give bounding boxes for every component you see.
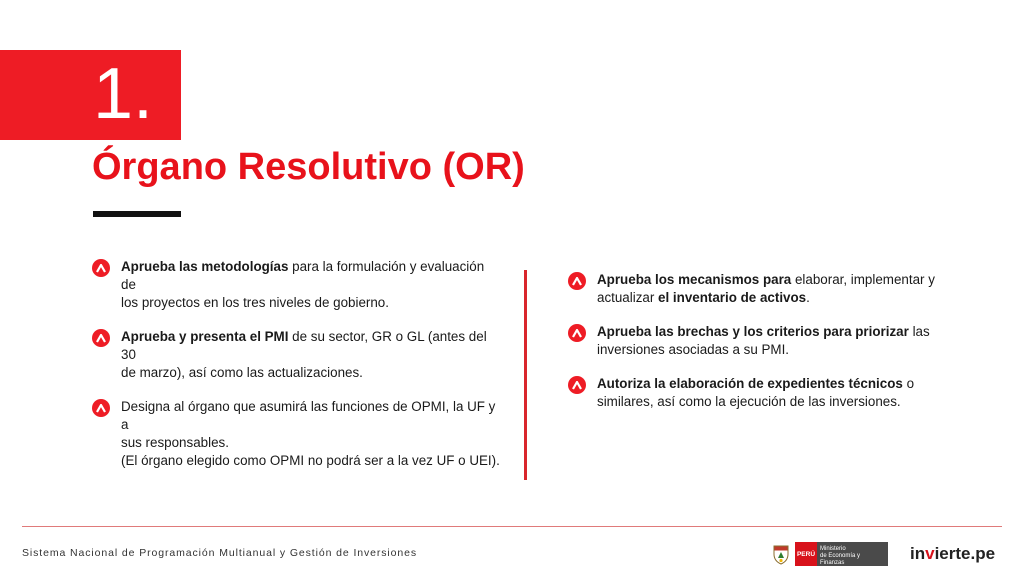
- up-chevron-icon: [568, 324, 586, 342]
- bullet-line: [121, 364, 502, 382]
- left-bullet-list: [92, 258, 502, 486]
- bullet-line: [597, 323, 938, 341]
- slide-title: Órgano Resolutivo (OR): [92, 146, 525, 188]
- bullet-line: [121, 328, 502, 364]
- text: Designa al órgano que asumirá las funciones de OPMI, la UF y a: [121, 399, 496, 432]
- bold-text: Aprueba las metodologías: [121, 259, 289, 274]
- bullet-line: [597, 271, 938, 289]
- text: similares, así como la ejecución de las inversiones.: [597, 394, 901, 409]
- right-bullet-list: [568, 271, 938, 427]
- bullet-line: [597, 393, 938, 411]
- text: inversiones asociadas a su PMI.: [597, 342, 790, 357]
- bullet-line: [597, 375, 938, 393]
- section-number-block: [0, 50, 181, 140]
- bold-text: Aprueba y presenta el PMI: [121, 329, 289, 344]
- text: las: [908, 324, 930, 339]
- section-number: 1.: [93, 54, 154, 134]
- text: para la formulación y evaluación de: [121, 259, 485, 292]
- up-chevron-icon: [92, 259, 110, 277]
- bullet-line: [597, 341, 938, 359]
- bold-text: Autoriza la elaboración de expedientes técnicos: [597, 376, 903, 391]
- text: de marzo), así como las actualizaciones.: [121, 365, 363, 380]
- text: .: [806, 290, 810, 305]
- text: los proyectos en los tres niveles de gobierno.: [121, 295, 389, 310]
- bullet-line: [121, 434, 502, 452]
- up-chevron-icon: [568, 272, 586, 290]
- bullet-line: [121, 452, 502, 470]
- mef-name: Ministerio de Economía y Finanzas: [817, 542, 888, 566]
- bullet-item: [568, 375, 938, 411]
- text: de su sector, GR o GL (antes del 30: [121, 329, 487, 362]
- text: sus responsables.: [121, 435, 229, 450]
- bullet-item: [92, 258, 502, 312]
- footer-divider: [22, 526, 1002, 527]
- title-underline: [93, 211, 181, 217]
- up-chevron-icon: [568, 376, 586, 394]
- text: (El órgano elegido como OPMI no podrá ser a la vez UF o UEI).: [121, 453, 500, 468]
- mef-country-label: PERÚ: [795, 542, 817, 566]
- bullet-line: [121, 398, 502, 434]
- mef-logo: [795, 542, 888, 566]
- bullet-line: [597, 289, 938, 307]
- peru-coat-of-arms-icon: [771, 543, 791, 565]
- bold-text: Aprueba las brechas y los criterios para priorizar: [597, 324, 909, 339]
- up-chevron-icon: [92, 329, 110, 347]
- footer-text: Sistema Nacional de Programación Multianual y Gestión de Inversiones: [22, 547, 418, 559]
- bold-text: el inventario de activos: [658, 290, 807, 305]
- bullet-item: [92, 328, 502, 382]
- bullet-item: [568, 271, 938, 307]
- bullet-item: [92, 398, 502, 470]
- bullet-line: [121, 294, 502, 312]
- up-chevron-icon: [92, 399, 110, 417]
- bullet-item: [568, 323, 938, 359]
- text: elaborar, implementar y: [791, 272, 935, 287]
- bold-text: Aprueba los mecanismos para: [597, 272, 792, 287]
- bullet-line: [121, 258, 502, 294]
- invierte-pe-logo: invierte.pe: [910, 544, 996, 563]
- text: actualizar: [597, 290, 659, 305]
- text: o: [902, 376, 915, 391]
- column-divider: [524, 270, 527, 480]
